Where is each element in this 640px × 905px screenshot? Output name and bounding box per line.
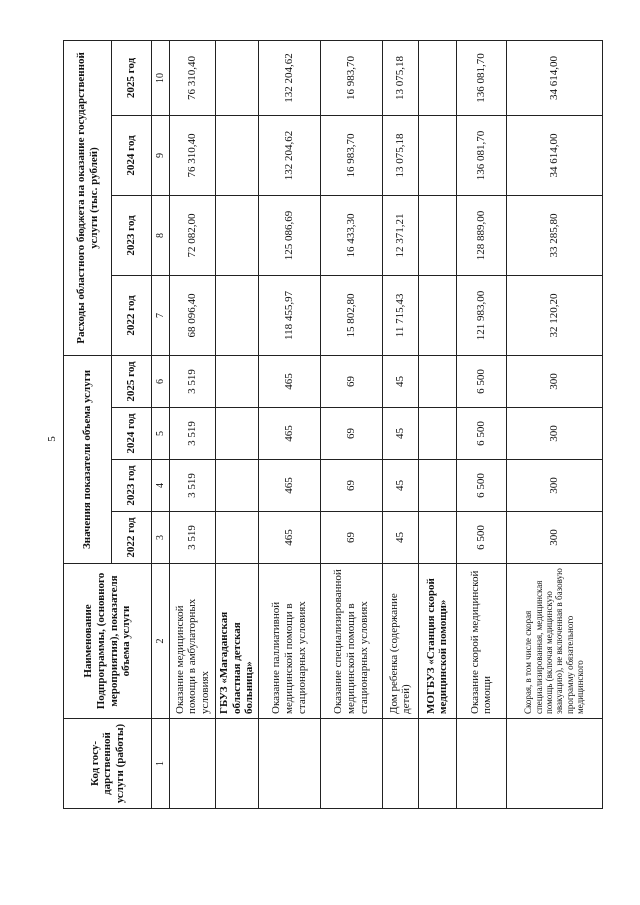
volume-cell: 3 519 [170, 512, 216, 564]
row-code [216, 719, 259, 809]
budget-cell: 121 983,00 [456, 275, 506, 355]
header-year: 2022 год [112, 275, 152, 355]
row-name: Оказание специализированной медицинской помощи в стационарных условиях [320, 564, 382, 719]
table-row [170, 40, 216, 808]
budget-cell [216, 275, 259, 355]
row-name: МОГБУЗ «Станция скорой медицинской помощи» [418, 564, 456, 719]
column-number: 8 [152, 195, 170, 275]
column-number: 9 [152, 115, 170, 195]
row-name: Скорая, в том числе скорая специализированная, медицинская помощь (включая медицинскую эвакуацию), не включенная в базовую программу обязательного медицинского [506, 564, 602, 719]
volume-cell [418, 355, 456, 407]
volume-cell: 69 [320, 408, 382, 460]
volume-cell: 69 [320, 460, 382, 512]
column-number: 4 [152, 460, 170, 512]
budget-cell [418, 40, 456, 115]
volume-cell: 69 [320, 512, 382, 564]
volume-cell: 300 [506, 355, 602, 407]
budget-cell [418, 275, 456, 355]
budget-cell: 33 285,80 [506, 195, 602, 275]
header-code: Код госу-дарственной услуги (работы) [64, 719, 152, 809]
volume-cell [216, 460, 259, 512]
budget-cell: 16 433,30 [320, 195, 382, 275]
table-row [456, 40, 506, 808]
volume-cell: 3 519 [170, 355, 216, 407]
header-budget-group: Расходы областного бюджета на оказание государственной услуги (тыс. рублей) [64, 40, 112, 355]
table-row [506, 40, 602, 808]
row-code [418, 719, 456, 809]
budget-cell: 34 614,00 [506, 115, 602, 195]
header-year: 2025 год [112, 355, 152, 407]
budget-cell [216, 115, 259, 195]
volume-cell: 6 500 [456, 512, 506, 564]
column-number: 1 [152, 719, 170, 809]
budget-cell: 125 086,69 [258, 195, 320, 275]
row-name: Дом ребенка (содержание детей) [382, 564, 418, 719]
budget-cell: 76 310,40 [170, 40, 216, 115]
volume-cell: 465 [258, 460, 320, 512]
volume-cell: 300 [506, 460, 602, 512]
budget-cell: 13 075,18 [382, 115, 418, 195]
row-code [258, 719, 320, 809]
budget-cell: 128 889,00 [456, 195, 506, 275]
column-number: 2 [152, 564, 170, 719]
volume-cell: 45 [382, 512, 418, 564]
table-row [320, 40, 382, 808]
volume-cell: 465 [258, 355, 320, 407]
volume-cell: 3 519 [170, 460, 216, 512]
column-number: 3 [152, 512, 170, 564]
budget-cell [418, 115, 456, 195]
volume-cell [418, 512, 456, 564]
budget-cell: 76 310,40 [170, 115, 216, 195]
budget-cell: 15 802,80 [320, 275, 382, 355]
row-name: Оказание паллиативной медицинской помощи в стационарных условиях [258, 564, 320, 719]
volume-cell: 6 500 [456, 460, 506, 512]
budget-cell: 132 204,62 [258, 40, 320, 115]
table-row [216, 40, 259, 808]
volume-cell: 300 [506, 408, 602, 460]
header-values-group: Значения показатели объема услуги [64, 355, 112, 563]
row-name: ГБУЗ «Магаданская областная детская больница» [216, 564, 259, 719]
budget-cell [216, 40, 259, 115]
budget-cell: 132 204,62 [258, 115, 320, 195]
budget-cell: 34 614,00 [506, 40, 602, 115]
volume-cell: 300 [506, 512, 602, 564]
volume-cell: 45 [382, 355, 418, 407]
volume-cell [216, 355, 259, 407]
row-code [456, 719, 506, 809]
row-code [320, 719, 382, 809]
budget-cell: 118 455,97 [258, 275, 320, 355]
table-row [418, 40, 456, 808]
volume-cell: 69 [320, 355, 382, 407]
header-year: 2023 год [112, 195, 152, 275]
budget-cell: 16 983,70 [320, 40, 382, 115]
volume-cell [418, 408, 456, 460]
budget-cell: 68 096,40 [170, 275, 216, 355]
page-number: 5 [45, 436, 58, 442]
budget-cell: 12 371,21 [382, 195, 418, 275]
budget-cell: 16 983,70 [320, 115, 382, 195]
budget-cell [216, 195, 259, 275]
volume-cell: 45 [382, 408, 418, 460]
table-row [382, 40, 418, 808]
budget-cell: 72 082,00 [170, 195, 216, 275]
budget-cell: 11 715,43 [382, 275, 418, 355]
row-code [382, 719, 418, 809]
budget-cell: 136 081,70 [456, 40, 506, 115]
column-number: 6 [152, 355, 170, 407]
budget-cell [418, 195, 456, 275]
row-code [506, 719, 602, 809]
header-year: 2024 год [112, 408, 152, 460]
volume-cell: 6 500 [456, 355, 506, 407]
header-year: 2023 год [112, 460, 152, 512]
header-year: 2024 год [112, 115, 152, 195]
volume-cell: 3 519 [170, 408, 216, 460]
rotated-table-wrapper [63, 41, 595, 809]
header-name: Наименование Подпрограммы, (основного мероприятия), показателя объема услуги [64, 564, 152, 719]
volume-cell: 465 [258, 408, 320, 460]
row-name: Оказание медицинской помощи в амбулаторных условиях [170, 564, 216, 719]
budget-cell: 13 075,18 [382, 40, 418, 115]
row-name: Оказание скорой медицинской помощи [456, 564, 506, 719]
column-number: 7 [152, 275, 170, 355]
volume-cell [418, 460, 456, 512]
header-year: 2022 год [112, 512, 152, 564]
table-row [258, 40, 320, 808]
volume-cell: 6 500 [456, 408, 506, 460]
column-number: 5 [152, 408, 170, 460]
budget-cell: 136 081,70 [456, 115, 506, 195]
row-code [170, 719, 216, 809]
volume-cell [216, 512, 259, 564]
budget-cell: 32 120,20 [506, 275, 602, 355]
column-number: 10 [152, 40, 170, 115]
volume-cell: 465 [258, 512, 320, 564]
header-year: 2025 год [112, 40, 152, 115]
services-table [63, 40, 603, 809]
volume-cell: 45 [382, 460, 418, 512]
volume-cell [216, 408, 259, 460]
